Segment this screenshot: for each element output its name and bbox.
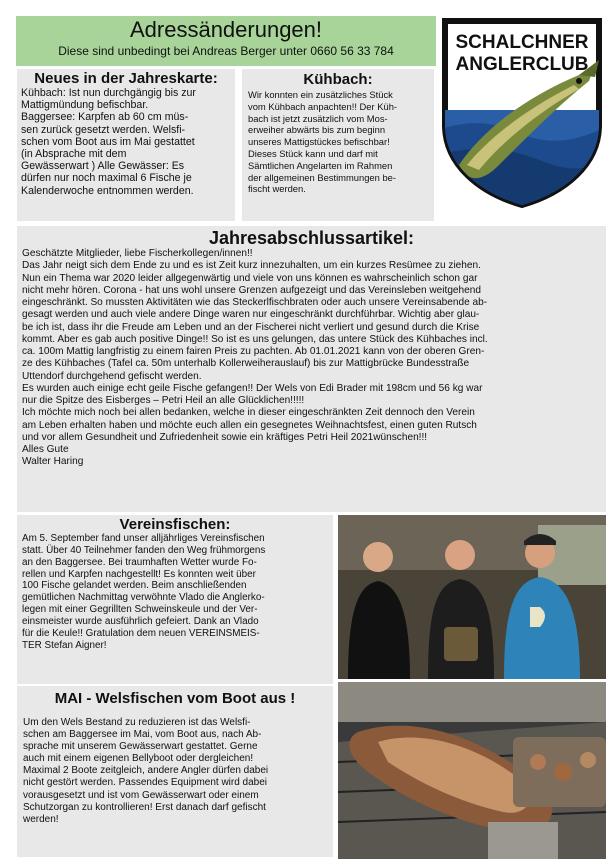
text-line: kommt. Aber es gab auch positive Dinge!! So ist es uns gelungen, das untere Stück des Kühbaches incl.: [22, 333, 488, 345]
text-line: eingeschränkt. So mussten Aktivitäten wie das Steckerlfischbraten oder auch unsere Vereinsabende ab-: [22, 297, 488, 308]
text-line: Mattigmündung befischbar.: [21, 99, 149, 112]
text-line: Ich möchte mich noch bei allen bedanken, welche in dieser eingeschränkten Zeit dennoch den Verein: [22, 407, 475, 419]
grilled-pork-photo: [338, 682, 606, 859]
club-fishing-heading: Vereinsfischen:: [119, 516, 231, 533]
logo-line1: SCHALCHNER: [455, 32, 589, 53]
text-line: Es wurden auch einige echt geile Fische gefangen!! Der Wels von Edi Brader mit 198cm und 56 kg war: [22, 382, 483, 394]
text-line: nicht gestört werden. Passendes Equipment wird dabei: [23, 777, 268, 789]
text-line: schen vom Boot aus im Mai gestattet: [21, 135, 195, 148]
news-panel: [17, 69, 235, 221]
news-heading: Neues in der Jahreskarte:: [34, 70, 218, 87]
kuehbach-text: [248, 89, 428, 195]
club-fishing-panel: [17, 515, 333, 684]
club-logo: [439, 15, 605, 208]
text-line: Geschätzte Mitglieder, liebe Fischerkollegen/innen!!: [22, 248, 253, 259]
text-line: am Leben erhalten haben und möchte euch allen ein gesegnetes Weihnachtsfest, einen guten Rutsch: [22, 419, 477, 431]
may-catfish-heading: MAI - Welsfischen vom Boot aus !: [54, 690, 296, 707]
year-end-heading: Jahresabschlussartikel:: [208, 228, 415, 248]
text-line: Kalenderwoche entnommen werden.: [21, 184, 194, 197]
text-line: Baggersee: Karpfen ab 60 cm müs-: [21, 111, 189, 124]
text-line: Walter Haring: [22, 456, 84, 468]
header-title: Adressänderungen!: [129, 17, 323, 42]
text-line: nur die Spitze des Eisberges – Petri Heil an alle Glücklichen!!!!!: [22, 395, 305, 406]
text-line: und vor allem Gesundheit und Zufriedenheit sowie ein kräftiges Petri Heil 2021wünschen!!!: [22, 431, 428, 443]
text-line: dürfen nur noch maximal 6 Fische je: [21, 172, 192, 185]
text-line: an den Baggersee. Bei traumhaften Wetter wurde Fo-: [22, 556, 257, 568]
text-line: auch mit einem eigenen Bellyboot oder dergleichen!: [23, 753, 254, 765]
kuehbach-heading: Kühbach:: [303, 71, 373, 88]
text-line: ze des Kühbaches (Tafel ca. 50m unterhalb Kollerweiherauslauf) bis zur Mattigbrücke Bundesstraße: [22, 358, 470, 370]
text-line: vorausgesetzt und ist vom Gewässerwart oder einem: [23, 789, 259, 801]
text-line: statt. Über 40 Teilnehmer fanden den Weg frühmorgens: [22, 544, 266, 556]
text-line: gemütlichen Nachmittag verwöhnte Vlado die Anglerko-: [22, 592, 265, 604]
text-line: für die Keule!! Gratulation dem neuen VEREINSMEIS-: [22, 627, 260, 639]
text-line: Maximal 2 Boote zeitgleich, andere Angler dürfen dabei: [23, 765, 269, 777]
text-line: Um den Wels Bestand zu reduzieren ist das Welsfi-: [23, 717, 251, 728]
text-line: ca. 100m Mattig langfristig zu einem fairen Preis zu pachten. Ab 01.01.2021 kann von der oberen Gren-: [22, 346, 485, 357]
text-line: Dieses Stück kann und darf mit: [248, 147, 378, 159]
text-line: Sämtlichen Angelarten im Rahmen: [248, 159, 393, 171]
text-line: TER Stefan Aigner!: [22, 639, 107, 651]
text-line: der allgemeinen Bestimmungen be-: [248, 171, 396, 183]
year-end-text: [22, 248, 601, 469]
text-line: rellen und Karpfen nachgestellt! Es konnten weit über: [22, 568, 256, 580]
text-line: fischt werden.: [248, 183, 306, 195]
text-line: Am 5. September fand unser alljährliges Vereinsfischen: [22, 533, 265, 544]
text-line: legen mit einer Gegrillten Schweinskeule und der Ver-: [22, 604, 258, 616]
news-text: [21, 87, 231, 197]
text-line: gesagt werden und auch viele andere Dinge waren nur eingeschränkt durchführbar. Wichtig aber glau-: [22, 309, 480, 321]
text-line: Gewässerwart ) Alle Gewässer: Es: [21, 160, 185, 173]
text-line: schen am Baggersee im Mai, vom Boot aus, nach Ab-: [23, 729, 262, 741]
text-line: be ich ist, dass ihr die Freude am Leben und an der Fischerei nicht verliert und gesund durch die Krise: [22, 321, 480, 333]
club-fishing-text: [22, 533, 328, 651]
text-line: erweiher abwärts bis zum beginn: [248, 124, 386, 136]
club-champions-photo: [338, 515, 606, 679]
text-line: Alles Gute: [22, 444, 69, 455]
text-line: Das Jahr neigt sich dem Ende zu und es ist Zeit kurz innezuhalten, um ein kurzes Resümee zu ziehen.: [22, 260, 481, 272]
text-line: Wir konnten ein zusätzliches Stück: [248, 89, 393, 100]
header-subtitle: Diese sind unbedingt bei Andreas Berger unter 0660 56 33 784: [58, 44, 394, 58]
text-line: unseres Mattigstückes befischbar!: [248, 136, 390, 148]
text-line: 100 Fische gelandet werden. Beim anschließenden: [22, 580, 247, 592]
may-catfish-text: [23, 717, 327, 826]
text-line: Uttendorf durchgehend gefischt werden.: [22, 370, 202, 382]
text-line: vom Kühbach anpachten!! Der Küh-: [248, 100, 398, 112]
text-line: Nun ein Thema war 2020 leider allgegenwärtig und viele von uns können es wahrscheinlich schon gar: [22, 272, 478, 284]
text-line: werden!: [23, 813, 59, 825]
year-end-article: [17, 226, 606, 512]
kuehbach-panel: [242, 69, 434, 221]
text-line: sprache mit unserem Gewässerwart gestattet. Gerne: [23, 741, 258, 753]
text-line: einsmeister wurde ausführlich gefeiert. Dank an Vlado: [22, 615, 259, 627]
logo-line2: ANGLERCLUB: [455, 54, 589, 75]
text-line: (in Absprache mit dem: [21, 148, 127, 161]
text-line: nicht mehr hören. Corona - hat uns wohl unsere Grenzen aufgezeigt und das Vereinsleben weitgehend: [22, 284, 481, 296]
text-line: sen zurück gesetzt werden. Welsfi-: [21, 123, 186, 136]
address-change-header: [16, 16, 436, 66]
text-line: Schutzorgan zu kontrollieren! Erst danach darf gefischt: [23, 801, 266, 813]
may-catfish-panel: [17, 686, 333, 857]
text-line: bach ist jetzt zusätzlich vom Mos-: [248, 112, 388, 124]
text-line: Kühbach: Ist nun durchgängig bis zur: [21, 87, 196, 99]
